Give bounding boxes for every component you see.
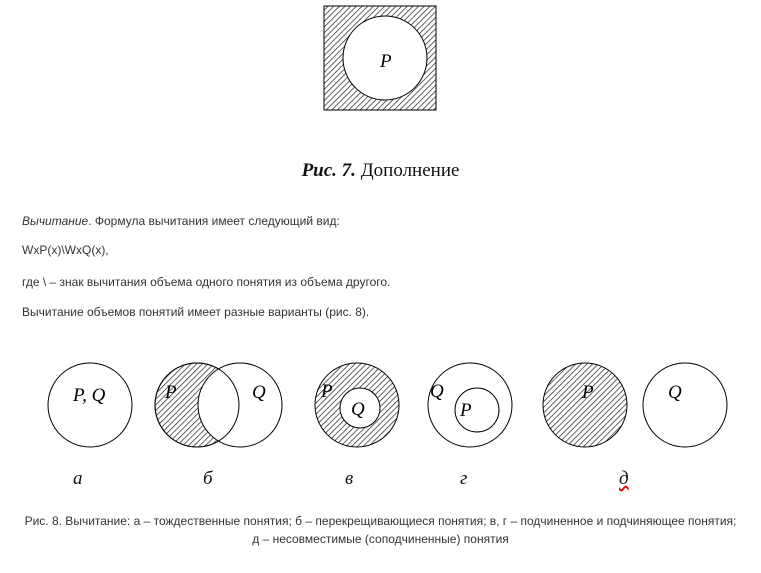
label: P, Q [73,385,106,406]
label: Q [351,399,365,420]
figure8-caption-line2: д – несовместимые (соподчиненные) понятия [252,532,509,546]
figure8-caption-line1: Рис. 8. Вычитание: а – тождественные понятия; б – перекрещивающиеся понятия; в, г – подчиненное и подчиняющее понятия; [24,514,737,528]
label: P [321,381,333,402]
label: P [165,382,177,403]
formula: WxP(x)\WxQ(x), [22,243,109,257]
diagram-a [48,363,132,447]
diagram-d [543,363,727,447]
diagram-b [155,363,282,447]
label: Q [668,382,682,403]
label: Q [252,382,266,403]
letter-g: г [460,468,468,489]
letter-a: а [73,468,83,489]
text: . Формула вычитания имеет следующий вид: [88,214,340,228]
diagram-g [428,363,512,447]
label: P [582,382,594,403]
caption-prefix: Рис. 7. [301,160,356,181]
paragraph-2: где \ – знак вычитания объема одного понятия из объема другого. [22,275,391,289]
diagram-v [315,363,399,447]
label: Q [430,381,444,402]
circle-label: P [380,51,392,72]
figure7-caption [0,160,761,182]
paragraph-3: Вычитание объемов понятий имеет разные варианты (рис. 8). [22,305,370,319]
caption-text: Дополнение [355,160,460,181]
figure7-diagram [324,6,436,110]
term: Вычитание [22,214,89,228]
letter-d: д [619,468,629,489]
paragraph-1 [22,214,340,228]
letter-v: в [345,468,354,489]
letter-b: б [203,468,213,489]
label: P [460,400,472,421]
